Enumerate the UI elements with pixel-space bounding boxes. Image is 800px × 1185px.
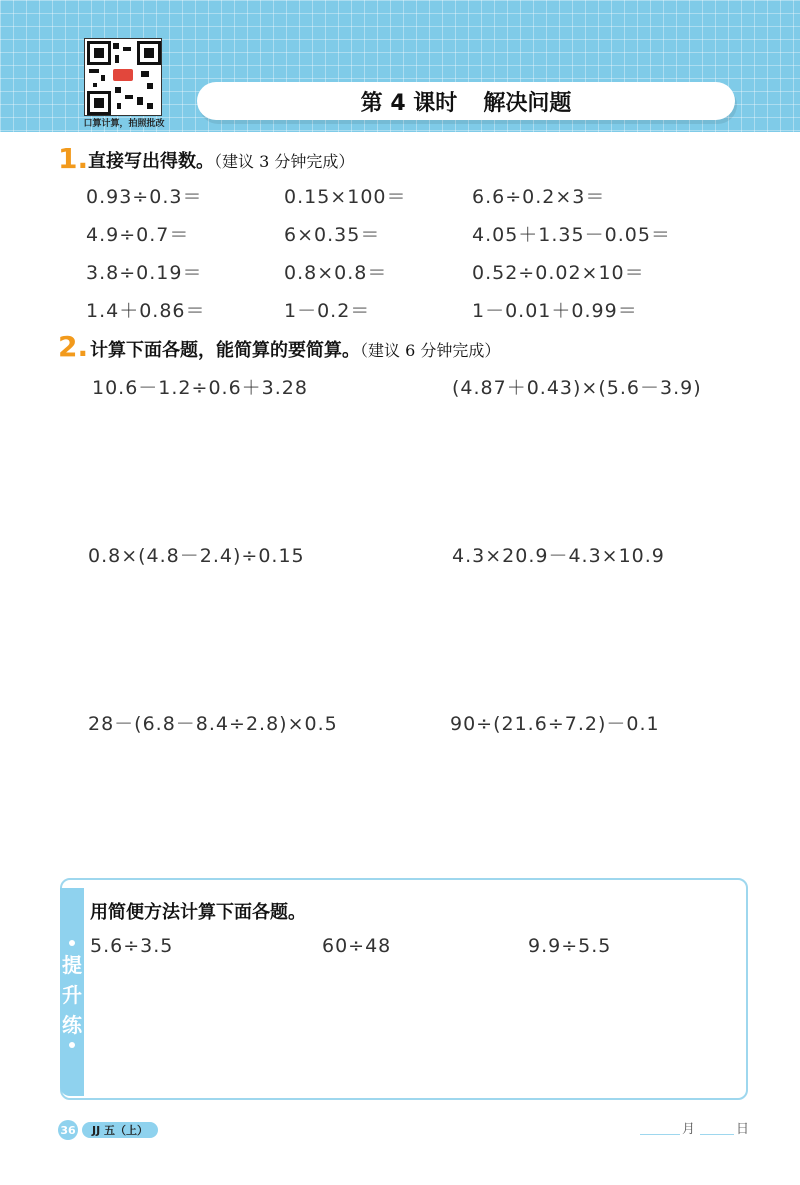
tab-dot-icon bbox=[69, 1042, 75, 1048]
extension-problem: 60÷48 bbox=[322, 935, 392, 957]
page-number: 36 bbox=[58, 1120, 78, 1140]
extension-tab bbox=[60, 888, 84, 1096]
section-2-title: 计算下面各题，能简算的要简算。 bbox=[90, 340, 360, 361]
section-1-number: 1. bbox=[58, 142, 89, 175]
section-1-title: 直接写出得数。 bbox=[88, 151, 214, 172]
quick-calc-item: 4.05＋1.35－0.05＝ bbox=[472, 224, 671, 246]
tab-dot-icon bbox=[69, 940, 75, 946]
quick-calc-item: 6×0.35＝ bbox=[284, 224, 381, 246]
quick-calc-item: 0.93÷0.3＝ bbox=[86, 186, 203, 208]
calc-problem: 4.3×20.9－4.3×10.9 bbox=[452, 545, 665, 567]
edition-badge: JJ 五（上） bbox=[82, 1122, 158, 1138]
section-2-number: 2. bbox=[58, 330, 89, 363]
calc-problem: 10.6－1.2÷0.6＋3.28 bbox=[92, 377, 308, 399]
quick-calc-item: 4.9÷0.7＝ bbox=[86, 224, 190, 246]
quick-calc-item: 3.8÷0.19＝ bbox=[86, 262, 203, 284]
qr-logo-icon bbox=[113, 69, 133, 81]
day-label: 日 bbox=[736, 1122, 750, 1137]
section-1-note: （建议 3 分钟完成） bbox=[214, 152, 355, 171]
qr-caption: 口算计算，拍照批改 bbox=[83, 119, 165, 129]
lesson-number: 第 4 课时 bbox=[360, 90, 458, 116]
month-blank[interactable] bbox=[640, 1134, 680, 1135]
calc-problem: (4.87＋0.43)×(5.6－3.9) bbox=[452, 377, 702, 399]
quick-calc-item: 0.8×0.8＝ bbox=[284, 262, 388, 284]
calc-problem: 28－(6.8－8.4÷2.8)×0.5 bbox=[88, 713, 338, 735]
calc-problem: 90÷(21.6÷7.2)－0.1 bbox=[450, 713, 660, 735]
section-2-note: （建议 6 分钟完成） bbox=[360, 341, 501, 360]
month-label: 月 bbox=[682, 1122, 696, 1137]
quick-calc-item: 0.15×100＝ bbox=[284, 186, 407, 208]
lesson-title-bar bbox=[197, 82, 735, 120]
quick-calc-item: 1.4＋0.86＝ bbox=[86, 300, 206, 322]
extension-problem: 5.6÷3.5 bbox=[90, 935, 174, 957]
quick-calc-item: 6.6÷0.2×3＝ bbox=[472, 186, 606, 208]
section-1-heading bbox=[88, 147, 354, 173]
day-blank[interactable] bbox=[700, 1134, 734, 1135]
calc-problem: 0.8×(4.8－2.4)÷0.15 bbox=[88, 545, 305, 567]
qr-code[interactable] bbox=[84, 38, 162, 116]
lesson-topic: 解决问题 bbox=[483, 90, 572, 116]
section-2-heading bbox=[90, 336, 500, 362]
quick-calc-item: 1－0.01＋0.99＝ bbox=[472, 300, 638, 322]
quick-calc-item: 0.52÷0.02×10＝ bbox=[472, 262, 645, 284]
extension-tab-label: 提升练 bbox=[62, 953, 82, 1037]
quick-calc-item: 1－0.2＝ bbox=[284, 300, 371, 322]
extension-problem: 9.9÷5.5 bbox=[528, 935, 612, 957]
extension-title: 用简便方法计算下面各题。 bbox=[90, 902, 306, 923]
